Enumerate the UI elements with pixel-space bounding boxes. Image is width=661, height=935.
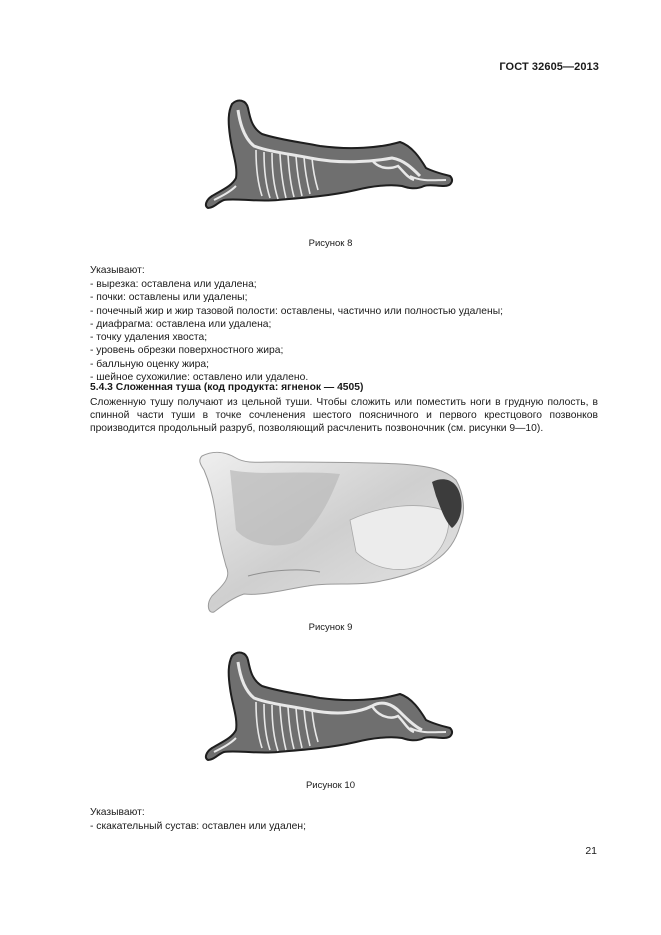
block2-intro: Указывают: <box>90 807 145 818</box>
list-item: - почечный жир и жир тазовой полости: оставлены, частично или полностью удалены; <box>90 305 503 317</box>
figure-10-foreleg-bone <box>214 738 236 752</box>
list-item: - шейное сухожилие: оставлено или удалено. <box>90 372 309 384</box>
list-item: - уровень обрезки поверхностного жира; <box>90 345 284 357</box>
figure-9-caption: Рисунок 9 <box>308 622 353 633</box>
list-item: - диафрагма: оставлена или удалена; <box>90 318 272 330</box>
figure-8-foreleg-bone <box>214 186 236 200</box>
section-heading: 5.4.3 Сложенная туша (код продукта: ягненок — 4505) <box>90 382 364 393</box>
figure-9-leg-fold <box>350 506 449 570</box>
figure-8-leg-bone <box>410 176 446 180</box>
list-item: - вырезка: оставлена или удалена; <box>90 279 257 290</box>
figure-8-caption: Рисунок 8 <box>308 238 353 249</box>
figure-8-pelvis <box>372 160 414 180</box>
figure-10-pelvis <box>372 706 414 732</box>
standard-number: ГОСТ 32605—2013 <box>499 61 599 73</box>
section-paragraph: Сложенную тушу получают из цельной туши. Чтобы сложить или поместить ноги в грудную полость, в спинной части туши в точке сочленения шестого поясничного и первого крестцового позвонков производится продольный разруб, позволяющий расчленить позвоночник (см. рисунки 9—10). <box>90 397 598 435</box>
figure-9-dark-cut <box>432 479 462 528</box>
figure-10-leg-bone <box>410 728 446 732</box>
figure-8-carcass-outline <box>206 101 452 208</box>
page-number: 21 <box>585 845 597 857</box>
figure-9-shadow-region <box>230 470 340 545</box>
figure-10-carcass <box>206 653 452 760</box>
figure-10-caption: Рисунок 10 <box>305 780 356 791</box>
figure-9-carcass-body <box>200 452 464 612</box>
figure-10-ribs <box>256 702 318 751</box>
figure-10-spine <box>238 662 422 730</box>
list-item: - почки: оставлены или удалены; <box>90 292 248 304</box>
figure-8-ribs <box>256 150 318 199</box>
figure-10-carcass-outline <box>206 653 452 760</box>
list-item: - скакательный сустав: оставлен или удален; <box>90 821 306 832</box>
list-item: - балльную оценку жира; <box>90 358 209 370</box>
figure-9-lower-edge <box>248 570 320 576</box>
figure-8-carcass <box>206 101 452 208</box>
block1-list <box>90 278 503 384</box>
figure-8-spine <box>238 110 420 176</box>
block1-intro: Указывают: <box>90 265 145 276</box>
list-item: - точку удаления хвоста; <box>90 332 208 344</box>
block2-list <box>90 820 306 833</box>
